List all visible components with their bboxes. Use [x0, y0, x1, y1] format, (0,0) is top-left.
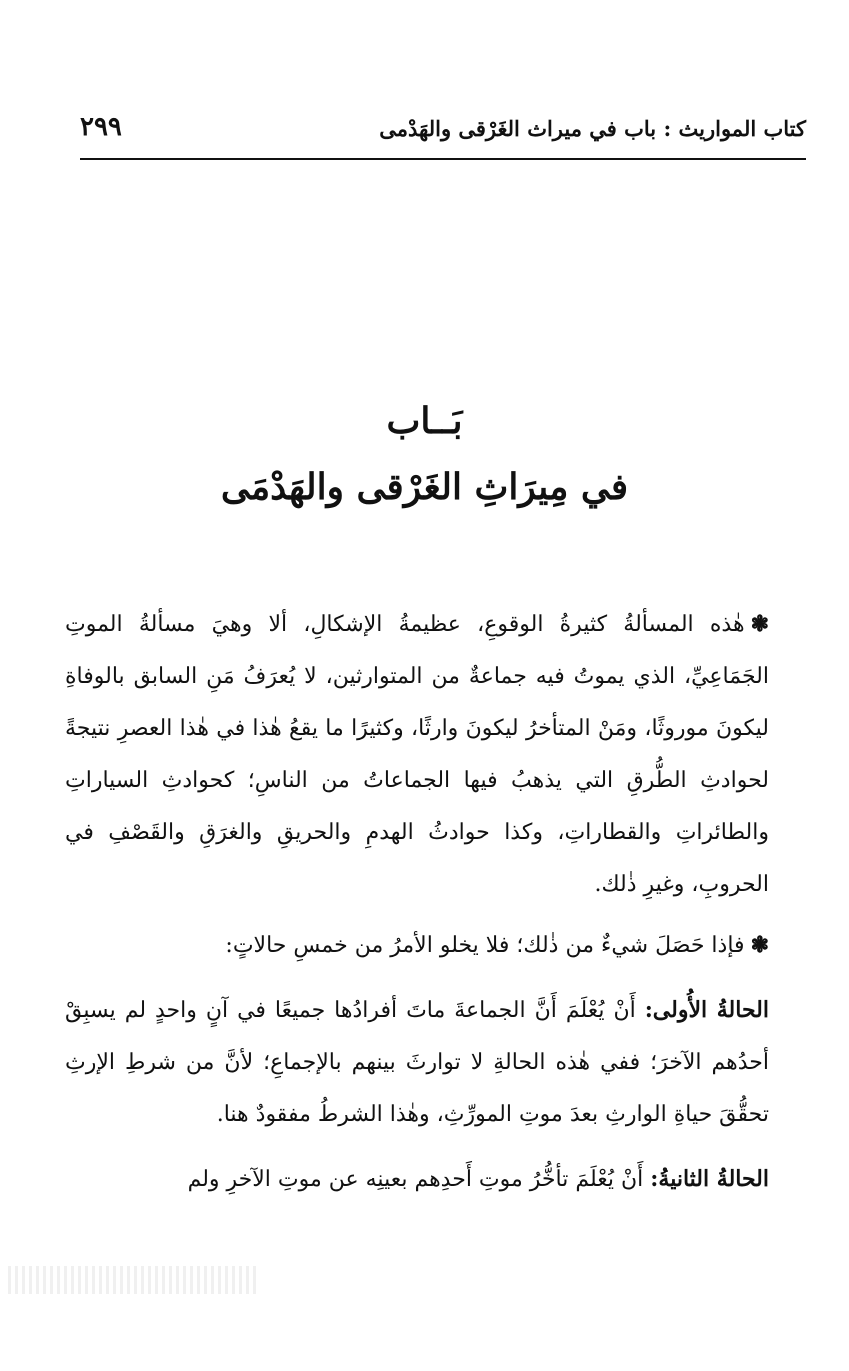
- case-one-paragraph: [65, 984, 769, 1141]
- asterisk-icon: ❃: [750, 932, 769, 958]
- body-text: [65, 598, 769, 1218]
- intro-paragraph-text: هٰذه المسألةُ كثيرةُ الوقوعِ، عظيمةُ الإشكالِ، ألا وهيَ مسألةُ الموتِ الجَمَاعِيِّ، الذي يموتُ فيه جماعةٌ من المتوارثين، لا يُعرَفُ مَنِ السابق بالوفاةِ ليكونَ موروثًا، ومَنْ المتأخرُ ليكونَ وارثًا، وكثيرًا ما يقعُ هٰذا في هٰذا العصرِ نتيجةً لحوادثِ الطُّرقِ التي يذهبُ فيها الجماعاتُ من الناسِ؛ كحوادثِ السياراتِ والطائراتِ والقطاراتِ، وكذا حوادثُ الهدمِ والحريقِ والغرَقِ والقَصْفِ في الحروبِ، وغيرِ ذٰلك.: [65, 612, 769, 897]
- page-number: ٢٩٩: [80, 112, 122, 142]
- chapter-label: بَــاب: [386, 400, 463, 442]
- cases-intro-text: فإذا حَصَلَ شيءٌ من ذٰلك؛ فلا يخلو الأمرُ من خمسِ حالاتٍ:: [225, 933, 745, 958]
- chapter-title: في مِيرَاثِ الغَرْقى والهَدْمَى: [220, 466, 629, 508]
- page-header: [80, 112, 806, 160]
- case-one-label: الحالةُ الأُولى:: [644, 997, 769, 1023]
- cases-intro-paragraph: [65, 919, 769, 972]
- case-two-text: أَنْ يُعْلَمَ تأخُّرُ موتِ أَحدِهم بعينِه عن موتِ الآخرِ ولم: [187, 1167, 644, 1192]
- running-title: كتاب المواريث : باب في ميراث الغَرْقى والهَدْمى: [379, 116, 806, 141]
- asterisk-icon: ❃: [750, 611, 769, 637]
- case-two-paragraph: [65, 1153, 769, 1206]
- case-two-label: الحالةُ الثانيةُ:: [650, 1166, 769, 1192]
- intro-paragraph: [65, 598, 769, 911]
- scan-artifact: [8, 1266, 258, 1294]
- case-one-text: أَنْ يُعْلَمَ أَنَّ الجماعةَ ماتَ أفرادُها جميعًا في آنٍ واحدٍ لم يسبِقْ أحدُهم الآخرَ؛ ففي هٰذه الحالةِ لا توارثَ بينهم بالإجماعِ؛ لأنَّ من شرطِ الإرثِ تحقُّقَ حياةِ الوارثِ بعدَ موتِ المورِّثِ، وهٰذا الشرطُ مفقودٌ هنا.: [65, 998, 769, 1127]
